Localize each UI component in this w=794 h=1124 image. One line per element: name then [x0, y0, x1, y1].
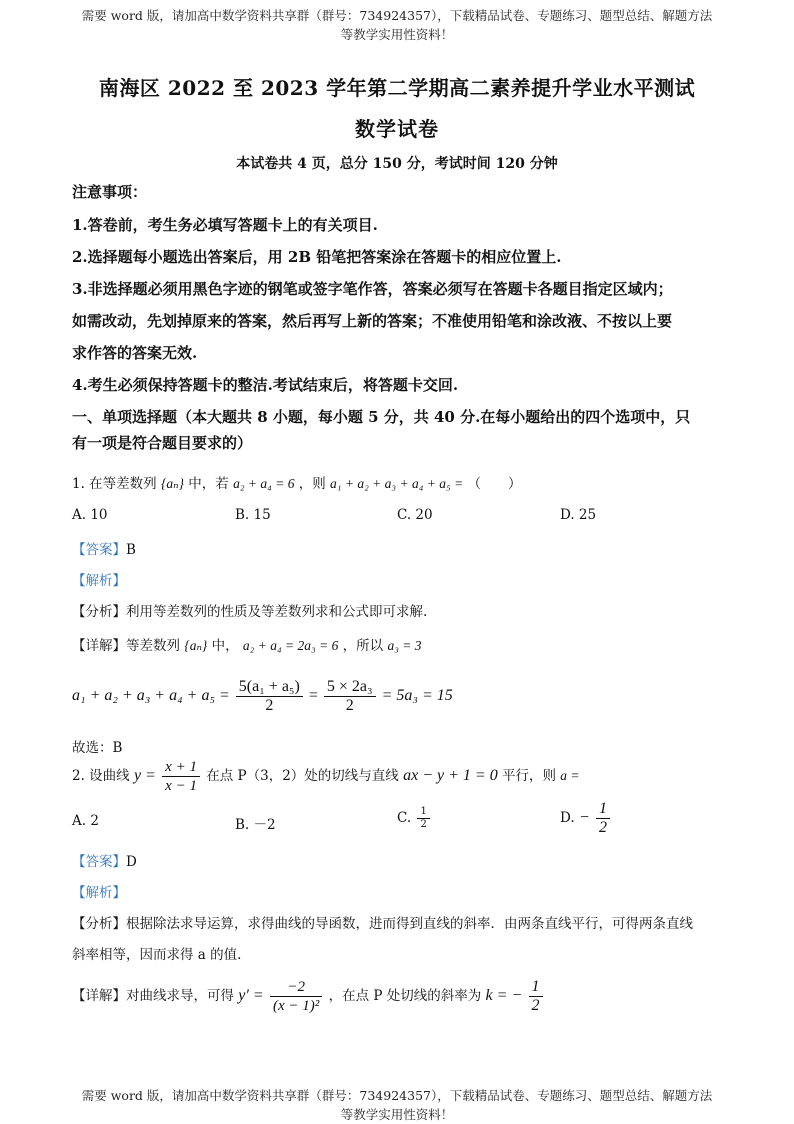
- analysis-tag: 【分析】: [72, 916, 126, 932]
- fraction-numerator: 1: [417, 806, 429, 819]
- derivative-fraction: [270, 978, 322, 1015]
- detail-tag: 【详解】: [72, 638, 126, 654]
- fraction-denominator: (x − 1)²: [273, 998, 320, 1014]
- notice-heading: 注意事项：: [72, 183, 148, 201]
- q2-a: a =: [560, 768, 580, 783]
- page-footer: [0, 1086, 794, 1124]
- notice-item-1: 1.答卷前，考生务必填写答题卡上的有关项目.: [72, 216, 378, 234]
- q2-detail: [72, 978, 722, 1015]
- sum-fraction-2: [324, 678, 376, 715]
- fraction-denominator: 2: [265, 697, 274, 714]
- q2-option-a: A. 2: [72, 813, 99, 829]
- detail-text-2: ，在点 P 处切线的斜率为: [328, 988, 482, 1004]
- header-line-1: 需要 word 版，请加高中数学资料共享群（群号：734924357），下载精品试卷、专题练习、题型总结、解题方法: [81, 8, 713, 23]
- q2-analysis: [72, 912, 722, 932]
- q2-answer: [72, 850, 722, 870]
- q2-fraction: [162, 758, 200, 795]
- section-heading: 一、单项选择题（本大题共 8 小题，每小题 5 分，共 40 分.在每小题给出的四个选项中，只: [72, 408, 691, 426]
- slope-lhs: k = −: [485, 987, 523, 1004]
- fraction-numerator: −2: [270, 978, 322, 997]
- equals-sign: =: [308, 687, 318, 705]
- answer-tag: 【答案】: [72, 854, 126, 870]
- q1-ask: a₁ + a₂ + a₃ + a₄ + a₅ =: [330, 476, 464, 491]
- q1-sequence: {aₙ}: [160, 476, 184, 491]
- q1-blank: （ ）: [467, 476, 522, 492]
- notice-item-4: 4.考生必须保持答题卡的整洁.考试结束后，将答题卡交回.: [72, 376, 459, 394]
- answer-tag: 【答案】: [72, 542, 126, 558]
- option-label: D.: [560, 810, 575, 826]
- q1-jiexi: 【解析】: [72, 573, 126, 589]
- detail-text-2: 中，: [211, 638, 239, 654]
- q2-jiexi: 【解析】: [72, 885, 126, 901]
- question-1: [72, 472, 722, 492]
- footer-line-1: 需要 word 版，请加高中数学资料共享群（群号：734924357），下载精品试卷、专题练习、题型总结、解题方法: [81, 1088, 713, 1103]
- q2-y: y =: [133, 767, 156, 784]
- detail-sequence: {aₙ}: [184, 638, 208, 653]
- q2-prefix: 2. 设曲线: [72, 768, 130, 784]
- fraction-denominator: 2: [531, 997, 540, 1014]
- q2-option-b: B. －2: [235, 817, 276, 833]
- fraction-numerator: 1: [529, 978, 543, 997]
- fraction-numerator: 5 × 2a₃: [324, 678, 376, 697]
- q1-option-c: C. 20: [397, 507, 433, 523]
- sum-lhs: a₁ + a₂ + a₃ + a₄ + a₅ =: [72, 687, 230, 705]
- q1-analysis: [72, 600, 722, 620]
- detail-text: 等差数列: [126, 638, 180, 654]
- option-fraction: [596, 800, 610, 837]
- q2-option-c: [397, 806, 432, 831]
- q1-condition: a₂ + a₄ = 6: [233, 476, 295, 491]
- q2-analysis-cont: 斜率相等，因而求得 a 的值.: [72, 947, 242, 963]
- q1-answer: [72, 538, 722, 558]
- q1-text-2: ，则: [298, 476, 326, 492]
- detail-equation-2: a₃ = 3: [387, 638, 422, 653]
- option-fraction: [417, 806, 429, 831]
- q1-prefix: 1. 在等差数列: [72, 476, 157, 492]
- fraction-denominator: 2: [420, 819, 427, 830]
- fraction-denominator: x − 1: [165, 778, 197, 794]
- derivative-lhs: y′ =: [238, 987, 264, 1004]
- notice-item-2: 2.选择题每小题选出答案后，用 2B 铅笔把答案涂在答题卡的相应位置上.: [72, 248, 562, 266]
- q1-option-b: B. 15: [235, 507, 271, 523]
- q1-sum-formula: [72, 678, 722, 715]
- q1-choose: 故选：B: [72, 740, 123, 756]
- detail-text: 对曲线求导，可得: [126, 988, 234, 1004]
- q2-line: ax − y + 1 = 0: [403, 767, 498, 784]
- page-header: [0, 6, 794, 44]
- analysis-tag: 【分析】: [72, 604, 126, 620]
- section-heading-cont: 有一项是符合题目要求的）: [72, 434, 253, 452]
- option-label: C.: [397, 810, 412, 826]
- exam-info: 本试卷共 4 页，总分 150 分，考试时间 120 分钟: [236, 156, 558, 172]
- header-line-2: 等教学实用性资料！: [340, 27, 454, 42]
- footer-line-2: 等教学实用性资料！: [340, 1107, 454, 1122]
- option-sign: −: [578, 809, 590, 826]
- analysis-text: 利用等差数列的性质及等差数列求和公式即可求解.: [126, 604, 428, 620]
- answer-value: B: [126, 542, 136, 558]
- q2-text: 在点 P（3，2）处的切线与直线: [206, 768, 399, 784]
- fraction-numerator: 5(a₁ + a₅): [236, 678, 303, 697]
- question-2: [72, 758, 722, 795]
- fraction-denominator: 2: [345, 697, 354, 714]
- notice-item-3: 3.非选择题必须用黑色字迹的钢笔或签字笔作答，答案必须写在答题卡各题目指定区域内；: [72, 280, 673, 298]
- detail-tag: 【详解】: [72, 988, 126, 1004]
- fraction-numerator: x + 1: [162, 758, 200, 777]
- answer-value: D: [126, 854, 137, 870]
- q1-text: 中，若: [188, 476, 229, 492]
- q1-detail: [72, 634, 722, 654]
- exam-title: 南海区 2022 至 2023 学年第二学期高二素养提升学业水平测试: [98, 76, 696, 100]
- exam-subtitle: 数学试卷: [355, 117, 439, 141]
- q2-option-d: [560, 800, 612, 837]
- notice-item-3-cont: 如需改动，先划掉原来的答案，然后再写上新的答案；不准使用铅笔和涂改液、不按以上要: [72, 312, 673, 330]
- detail-text-3: ，所以: [342, 638, 384, 654]
- q1-option-d: D. 25: [560, 507, 597, 523]
- sum-fraction-1: [236, 678, 303, 715]
- slope-fraction: [529, 978, 543, 1015]
- detail-equation-1: a₂ + a₄ = 2a₃ = 6: [242, 638, 339, 653]
- analysis-text: 根据除法求导运算，求得曲线的导函数，进而得到直线的斜率．由两条直线平行，可得两条直线: [126, 916, 693, 932]
- q2-text-2: 平行，则: [502, 768, 556, 784]
- q1-option-a: A. 10: [72, 507, 108, 523]
- notice-item-3-end: 求作答的答案无效.: [72, 344, 198, 362]
- fraction-denominator: 2: [599, 819, 608, 836]
- fraction-numerator: 1: [596, 800, 610, 819]
- sum-rhs: = 5a₃ = 15: [381, 687, 453, 705]
